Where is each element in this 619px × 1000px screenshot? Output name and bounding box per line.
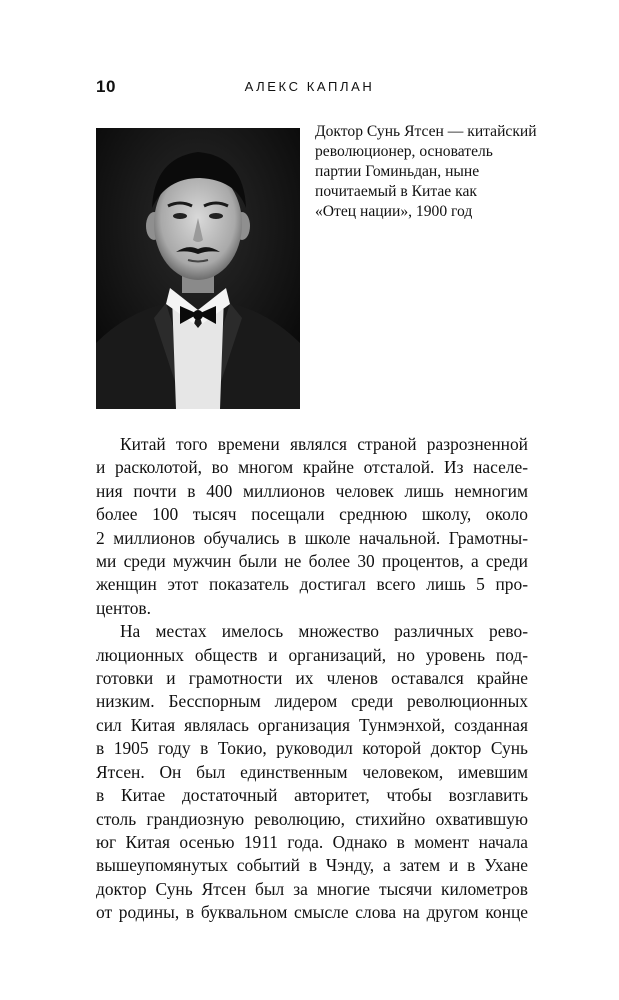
text-line: люционных обществ и организаций, но уровень под-	[96, 644, 528, 665]
text-line: ми среди мужчин были не более 30 процентов, а среди	[96, 551, 528, 572]
text-line: низким. Бесспорным лидером среди революционных	[96, 691, 528, 712]
text-line: готовки и грамотности их членов оставался крайне	[96, 668, 528, 689]
paragraph-1	[96, 433, 528, 620]
running-header: АЛЕКС КАПЛАН	[244, 79, 375, 94]
text-line: Ятсен. Он был единственным человеком, имевшим	[96, 761, 528, 782]
text-line: На местах имелось множество различных рево-	[120, 621, 528, 642]
text-line: в 1905 году в Токио, руководил которой доктор Сунь	[96, 738, 528, 759]
text-line: вышеупомянутых событий в Чэнду, а затем и в Ухане	[96, 855, 528, 876]
text-line: столь грандиозную революцию, стихийно охватившую	[96, 808, 528, 829]
text-line: Китай того времени являлся страной разрозненной	[120, 434, 528, 454]
page-number: 10	[96, 77, 116, 96]
body-text	[96, 433, 528, 925]
text-line: юг Китая осенью 1911 года. Однако в момент начала	[96, 831, 528, 852]
text-line: и расколотой, во многом крайне отсталой. Из населе-	[96, 457, 528, 478]
text-line: сил Китая являлась организация Тунмэнхой, созданная	[96, 714, 528, 735]
text-line: ния почти в 400 миллионов человек лишь немногим	[96, 480, 528, 501]
caption-line: «Отец нации», 1900 год	[315, 203, 473, 220]
caption-line: Доктор Сунь Ятсен — китайский	[315, 123, 537, 140]
photo-caption	[315, 122, 565, 222]
text-line: женщин этот показатель достигал всего лишь 5 про-	[96, 574, 528, 595]
caption-line: революционер, основатель	[315, 143, 493, 160]
text-line: центов.	[96, 597, 151, 618]
paragraph-2	[96, 620, 528, 924]
caption-line: партии Гоминьдан, ныне	[315, 163, 480, 180]
text-line: доктор Сунь Ятсен был за многие тысячи километров	[96, 878, 528, 899]
text-line: 2 миллионов обучались в школе начальной. Грамотны-	[96, 527, 528, 548]
text-line: от родины, в буквальном смысле слова на другом конце	[96, 902, 528, 923]
text-line: в Китае достаточный авторитет, чтобы возглавить	[96, 785, 528, 806]
portrait-photo	[96, 128, 300, 409]
text-line: более 100 тысяч посещали среднюю школу, около	[96, 504, 528, 525]
caption-line: почитаемый в Китае как	[315, 183, 477, 200]
